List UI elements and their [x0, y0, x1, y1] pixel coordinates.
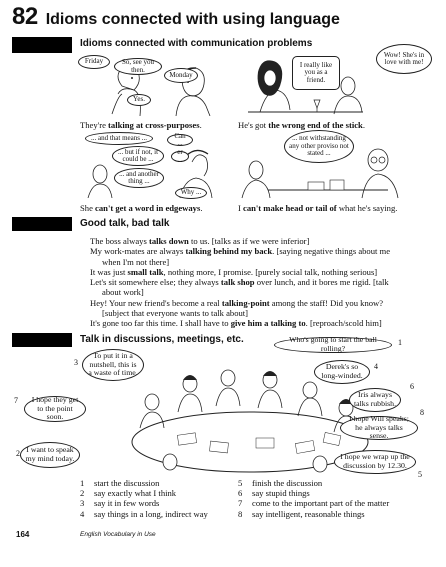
callout-number: 7: [14, 396, 18, 405]
bubble-wrap-up: I hope we wrap up the discussion by 12.30.: [334, 450, 416, 474]
text-line: The boss always talks down to us. [talks as if we were inferior]: [90, 236, 310, 246]
text-line: My work-mates are always talking behind my back. [saying negative things about me: [90, 246, 391, 257]
text-line: Hey! Your new friend's become a real talking-point among the staff! Did you know?: [90, 297, 384, 308]
bubble-iris-rubbish: Iris always talks rubbish.: [349, 388, 401, 412]
section-b-heading: Good talk, bad talk: [80, 218, 170, 229]
bubble-who-start: Who's going to start the ball rolling?: [274, 337, 392, 353]
section-a-heading: Idioms connected with communication problems: [80, 38, 313, 49]
bubble-er: er ...: [171, 151, 189, 162]
section-b-text: [90, 236, 440, 329]
list-item: 1 start the discussion: [80, 478, 160, 488]
text-line: It was just small talk, nothing more, I promise. [purely social talk, nothing serious]: [90, 266, 378, 277]
book-title: English Vocabulary in Use: [80, 531, 156, 538]
bubble-speak-my-mind: I want to speak my mind today.: [20, 442, 80, 468]
caption-cross-purposes: They're talking at cross-purposes.: [80, 120, 202, 130]
section-b-marker: [12, 217, 72, 231]
list-item: 2 say exactly what I think: [80, 488, 177, 499]
callout-number: 2: [16, 449, 20, 458]
unit-title: [12, 3, 340, 31]
list-item: 3 say it in few words: [80, 498, 160, 509]
bubble-and-that-means: ... and that means ...: [85, 132, 153, 145]
text-line: It's gone too far this time. I shall have to give him a talking to. [reproach/scold him]: [90, 318, 382, 329]
bubble-not-withstanding: ... not withstanding any other proviso not stated ...: [284, 130, 354, 163]
bubble-friday: Friday: [78, 55, 110, 69]
bubble-monday: Monday: [164, 68, 198, 83]
bubble-wow: Wow! She's in love with me!: [376, 44, 432, 74]
caption-wrong-end: He's got the wrong end of the stick.: [238, 120, 365, 130]
definition-list-left: [80, 478, 208, 519]
callout-number: 4: [374, 362, 378, 371]
section-c-marker: [12, 333, 72, 347]
section-c-heading: Talk in discussions, meetings, etc.: [80, 334, 244, 345]
callout-number: 8: [420, 408, 424, 417]
bubble-yes: Yes.: [127, 94, 151, 106]
bubble-will-speaks: I hope Will speaks; he always talks sense.: [340, 416, 418, 440]
list-item: 6 say stupid things: [238, 488, 310, 499]
text-line: [subject that everyone wants to talk about]: [102, 308, 249, 319]
bubble-can: Can ...: [167, 134, 193, 146]
callout-number: 5: [418, 470, 422, 479]
bubble-why: Why ...: [175, 187, 207, 199]
page-number: 164: [16, 530, 30, 539]
section-a-marker: [12, 37, 72, 53]
bubble-put-it-in-nutshell: To put it in a nutshell, this is a waste of time.: [82, 349, 144, 381]
text-line: when I'm not there]: [102, 256, 170, 267]
list-item: 8 say intelligent, reasonable things: [238, 508, 365, 519]
unit-name: Idioms connected with using language: [45, 11, 340, 28]
callout-number: 1: [398, 338, 402, 347]
unit-number: 82: [12, 3, 38, 30]
bubble-see-you-then: So, see you then.: [114, 58, 162, 75]
callout-number: 6: [410, 382, 414, 391]
definition-list-right: [238, 478, 389, 519]
bubble-point-soon: I hope they get to the point soon.: [24, 396, 86, 422]
list-item: 4 say things in a long, indirect way: [80, 508, 208, 519]
list-item: 7 come to the important part of the matter: [238, 498, 390, 509]
bubble-dereks-long-winded: Derek's so long-winded.: [314, 360, 370, 384]
callout-number: 3: [74, 358, 78, 367]
text-line: about work]: [102, 287, 144, 298]
bubble-i-really-like-you: I really like you as a friend.: [292, 56, 340, 90]
caption-head-or-tail: I can't make head or tail of what he's saying.: [238, 203, 398, 213]
text-line: Let's sit somewhere else; they always talk shop over lunch, and it bores me rigid. [talk: [90, 277, 389, 288]
caption-edgeways: She can't get a word in edgeways.: [80, 203, 203, 213]
list-item: 5 finish the discussion: [238, 478, 323, 488]
bubble-but-if-not: ... but if not, it could be ...: [112, 146, 164, 166]
bubble-and-another-thing: ... and another thing ...: [114, 168, 164, 188]
